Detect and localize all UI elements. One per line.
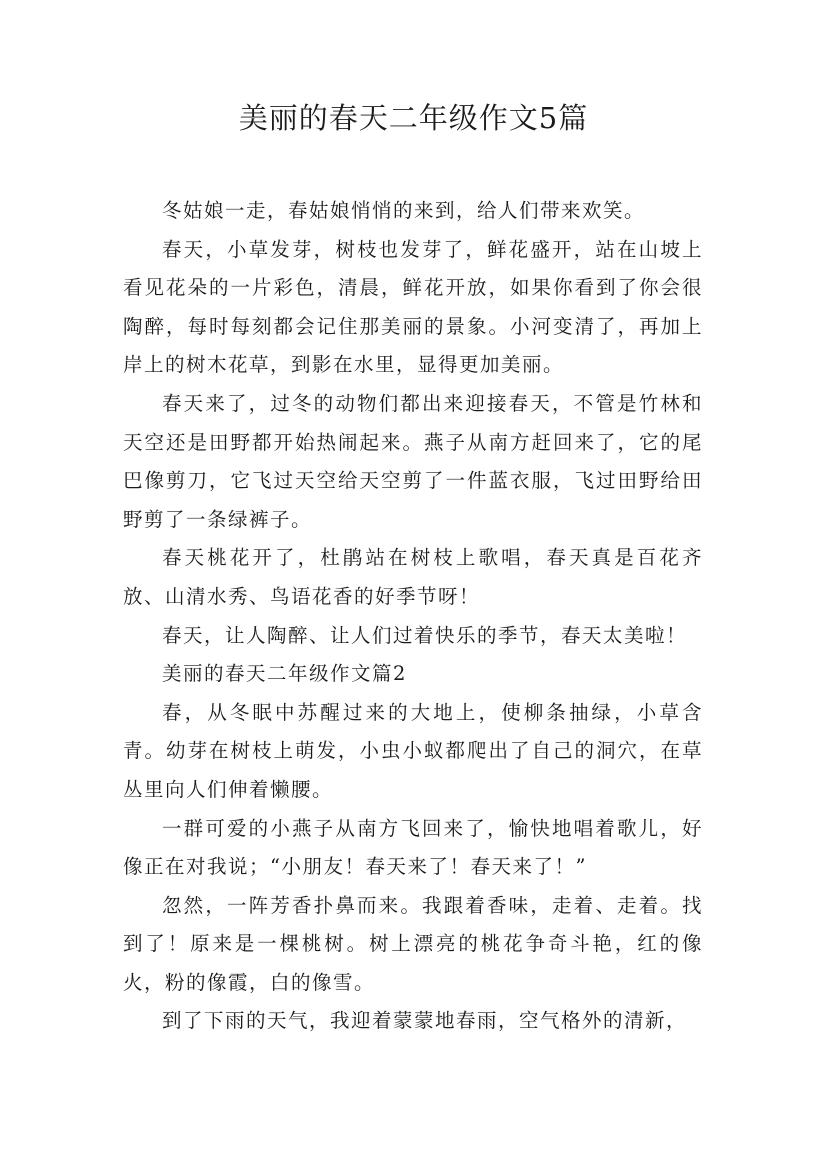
document-body xyxy=(123,192,703,1041)
paragraph: 冬姑娘一走，春姑娘悄悄的来到，给人们带来欢笑。 xyxy=(162,199,646,222)
paragraph: 春天桃花开了，杜鹃站在树枝上歌唱，春天真是百花齐放、山清水秀、鸟语花香的好季节呀！ xyxy=(123,546,703,608)
paragraph: 春天，小草发芽，树枝也发芽了，鲜花盛开，站在山坡上看见花朵的一片彩色，清晨，鲜花开放，如果你看到了你会很陶醉，每时每刻都会记住那美丽的景象。小河变清了，再加上岸上的树木花草，到影在水里，显得更加美丽。 xyxy=(123,237,703,377)
document-title: 美丽的春天二年级作文5篇 xyxy=(238,101,589,135)
paragraph: 春天，让人陶醉、让人们过着快乐的季节，春天太美啦！ xyxy=(162,623,688,647)
paragraph: 忽然，一阵芳香扑鼻而来。我跟着香味，走着、走着。找到了！原来是一棵桃树。树上漂亮的桃花争奇斗艳，红的像火，粉的像霞，白的像雪。 xyxy=(123,893,703,994)
paragraph: 春，从冬眠中苏醒过来的大地上，使柳条抽绿，小草含青。幼芽在树枝上萌发，小虫小蚁都爬出了自己的洞穴，在草丛里向人们伸着懒腰。 xyxy=(123,700,703,801)
paragraph: 一群可爱的小燕子从南方飞回来了，愉快地唱着歌儿，好像正在对我说；“小朋友！春天来了！春天来了！” xyxy=(123,816,703,879)
section-heading: 美丽的春天二年级作文篇2 xyxy=(162,662,407,686)
paragraph: 春天来了，过冬的动物们都出来迎接春天，不管是竹林和天空还是田野都开始热闹起来。燕子从南方赶回来了，它的尾巴像剪刀，它飞过天空给天空剪了一件蓝衣服，飞过田野给田野剪了一条绿裤子。 xyxy=(123,391,703,531)
paragraph: 到了下雨的天气，我迎着蒙蒙地春雨，空气格外的清新， xyxy=(162,1009,688,1033)
